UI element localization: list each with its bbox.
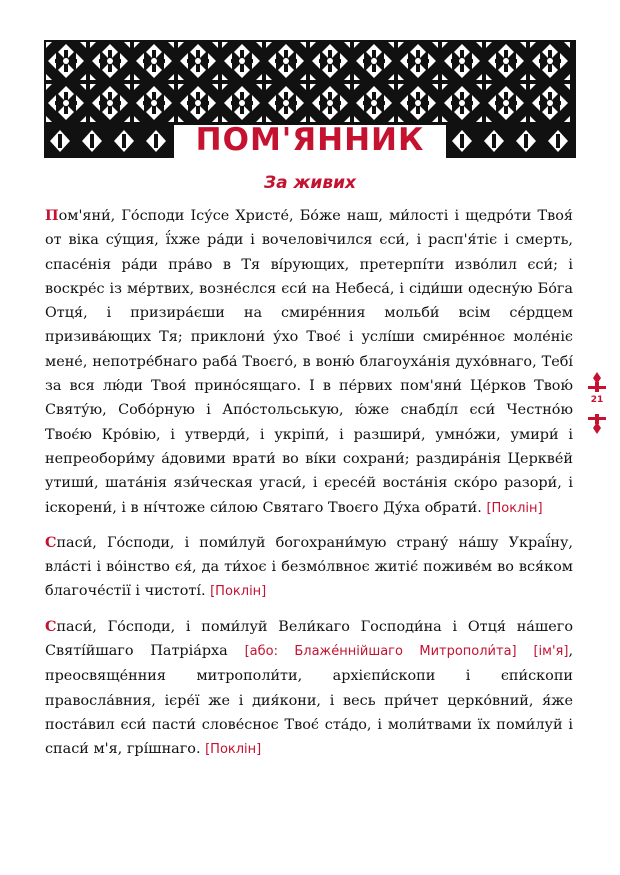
paragraph-2	[45, 531, 573, 605]
prayer-text	[45, 204, 573, 773]
paragraph-text: паси́, Го́споди, і поми́луй Вели́каго Господи́на і Отця́ на́шего Святі́йшаго Патріа́рха	[45, 618, 573, 660]
paragraph-text: ом'яни́, Го́споди Ісу́се Христе́, Бо́же наш, ми́лості і щедро́ти Твоя́ от віка су́щия, ї́хже ра́ди і вочеловічился єси́, і расп'я́тіє і смерть, спасе́нія ра́ди пра́во в Тя ві́рующих, претерпі́ти изво́лил єси́; і воскре́с із ме́ртвих, возне́слся єси́ на Небеса́, і сіди́ши одесну́ю Бо́га Отця́, і призира́єши на смире́нния мольби́ всім се́рдцем призива́ющих Тя; приклони́ у́хо Твоє́ і услі́ши смире́нноє моле́ніє мене́, непотре́бнаго раба́ Твоєго́, в воню́ благоуха́нія духо́внаго, Тебі́ за вся лю́ди Твоя́ прино́сящаго. І в пе́рвих пом'яни́ Це́рков Твою́ Святу́ю, Собо́рную і Апо́стольськую, ю́же снабді́л єси́ Честно́ю Твоє́ю Кро́вію, і утверди́, і укріпи́, і разшири́, умно́жи, умири́ і непреобори́му а́довими врати́ во ві́ки сохрани́; раздира́нія Церкве́й утиши́, шата́нія язи́ческая угаси́, і єресе́й воста́нія ско́ро разори́, і іскорени́, і в ні́чтоже си́лою Святаго Твоєго Ду́ха обрати́.	[45, 208, 573, 516]
rubric-bow: [Поклін]	[486, 500, 543, 516]
paragraph-text: паси́, Го́споди, і поми́луй богохрани́мую страну́ на́шу Украї́ну, вла́сті і во́інство єя́, да ти́хоє і безмо́лвноє житіє́ поживе́м во вся́ком благоче́стії і чистоті́.	[45, 534, 573, 600]
paragraph-3	[45, 615, 573, 763]
page-number: 21	[590, 395, 604, 405]
rubric-alternative: [або: Блаже́ннійшаго Митрополи́та]	[244, 644, 517, 660]
rubric-name: [ім'я]	[533, 644, 569, 660]
ornament-band-top	[44, 40, 576, 125]
drop-initial: С	[45, 617, 57, 635]
drop-initial: С	[45, 533, 57, 551]
drop-initial: П	[45, 207, 59, 224]
paragraph-text: , преосвяще́нния митрополи́ти, архієпи́скопи і єпи́скопи правосла́вния, ієре́ї же і дия́кони, і весь при́чет церко́вний, я́же поста́вил єси́ пасти́ слове́сноє Твоє́ ста́до, і моли́твами їх поми́луй і спаси́ м'я, грі́шнаго.	[45, 643, 574, 758]
paragraph-1	[45, 204, 573, 521]
page-number-marker	[584, 370, 610, 436]
page-title: ПОМ'ЯННИК	[195, 122, 425, 158]
rubric-bow: [Поклін]	[210, 584, 267, 600]
section-subtitle: За живих	[264, 173, 356, 193]
rubric-bow: [Поклін]	[205, 742, 262, 758]
